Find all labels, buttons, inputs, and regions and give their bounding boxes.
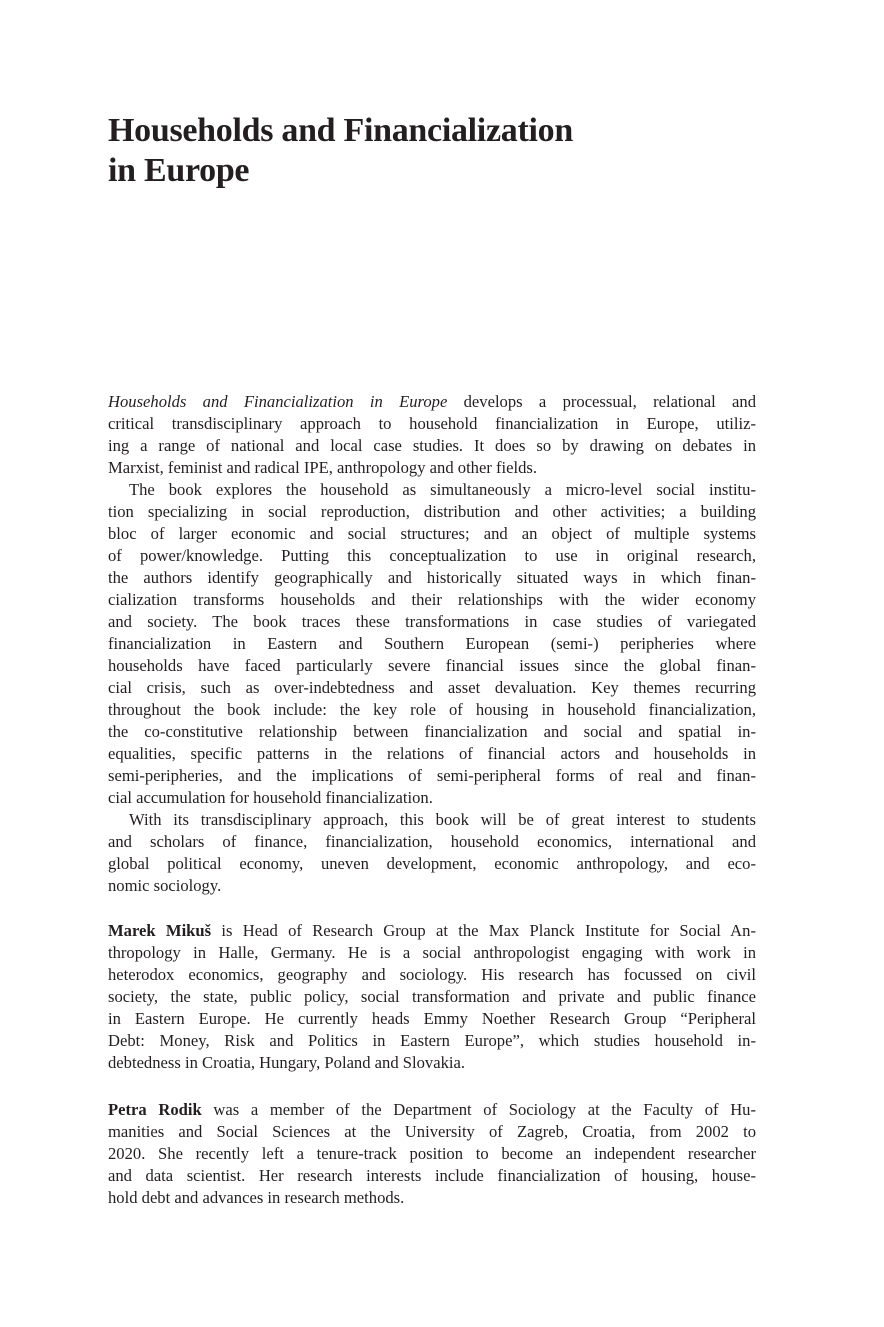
text-line: cial accumulation for household financialization. — [108, 788, 433, 807]
book-title — [108, 111, 573, 191]
text-line: ing a range of national and local case studies. It does so by drawing on debates in — [108, 436, 756, 455]
text-line: Marxist, feminist and radical IPE, anthropology and other fields. — [108, 458, 538, 477]
description-paragraph-1 — [108, 391, 756, 479]
description-paragraph-3 — [108, 809, 756, 897]
text-line: the co-constitutive relationship between financialization and social and spatial in- — [108, 722, 756, 741]
text-line: Households and Financialization in Europe develops a processual, relational and — [108, 392, 756, 411]
text-line: and data scientist. Her research interests include financialization of housing, house- — [108, 1166, 756, 1185]
author-name: Petra Rodik — [108, 1100, 202, 1119]
text-line: bloc of larger economic and social structures; and an object of multiple systems — [108, 524, 756, 543]
text-line: manities and Social Sciences at the University of Zagreb, Croatia, from 2002 to — [108, 1122, 756, 1141]
text-line: cial crisis, such as over-indebtedness and asset devaluation. Key themes recurring — [108, 678, 756, 697]
text-line: With its transdisciplinary approach, this book will be of great interest to students — [129, 810, 756, 829]
text-line: thropology in Halle, Germany. He is a social anthropologist engaging with work in — [108, 943, 756, 962]
text-line: and society. The book traces these transformations in case studies of variegated — [108, 612, 756, 631]
text-line: global political economy, uneven development, economic anthropology, and eco- — [108, 854, 756, 873]
text-line: heterodox economics, geography and sociology. His research has focussed on civil — [108, 965, 756, 984]
text-line: debtedness in Croatia, Hungary, Poland and Slovakia. — [108, 1053, 466, 1072]
text-line: financialization in Eastern and Southern European (semi-) peripheries where — [108, 634, 756, 653]
text-line: semi-peripheries, and the implications of semi-peripheral forms of real and finan- — [108, 766, 756, 785]
text-line: Debt: Money, Risk and Politics in Eastern Europe”, which studies household in- — [108, 1031, 756, 1050]
text-line: throughout the book include: the key role of housing in household financialization, — [108, 700, 756, 719]
description-paragraph-2 — [108, 479, 756, 809]
author-name: Marek Mikuš — [108, 921, 212, 940]
text-line: nomic sociology. — [108, 876, 222, 895]
text-line: 2020. She recently left a tenure-track position to become an independent researcher — [108, 1144, 756, 1163]
text-line: households have faced particularly severe financial issues since the global finan- — [108, 656, 756, 675]
text-line: of power/knowledge. Putting this conceptualization to use in original research, — [108, 546, 756, 565]
text-line: tion specializing in social reproduction, distribution and other activities; a building — [108, 502, 756, 521]
text-line: equalities, specific patterns in the relations of financial actors and households in — [108, 744, 756, 763]
author-bio-marek-mikus — [108, 920, 756, 1074]
author-bio-petra-rodik — [108, 1099, 756, 1209]
text-line: hold debt and advances in research methods. — [108, 1188, 405, 1207]
text-line: critical transdisciplinary approach to household financialization in Europe, utiliz- — [108, 414, 756, 433]
book-description — [108, 391, 756, 897]
text-line: Marek Mikuš is Head of Research Group at the Max Planck Institute for Social An- — [108, 921, 756, 940]
book-title-line-1: Households and Financialization — [108, 112, 573, 149]
book-title-line-2: in Europe — [108, 152, 250, 189]
book-title-italic: Households and Financialization in Europe — [108, 392, 448, 411]
text-line: and scholars of finance, financialization, household economics, international and — [108, 832, 756, 851]
text-line: the authors identify geographically and historically situated ways in which finan- — [108, 568, 756, 587]
text-line: society, the state, public policy, social transformation and private and public finance — [108, 987, 756, 1006]
text-line: cialization transforms households and their relationships with the wider economy — [108, 590, 756, 609]
text-line: in Eastern Europe. He currently heads Emmy Noether Research Group “Peripheral — [108, 1009, 756, 1028]
text-line: The book explores the household as simultaneously a micro-level social institu- — [129, 480, 756, 499]
text-line: Petra Rodik was a member of the Department of Sociology at the Faculty of Hu- — [108, 1100, 756, 1119]
